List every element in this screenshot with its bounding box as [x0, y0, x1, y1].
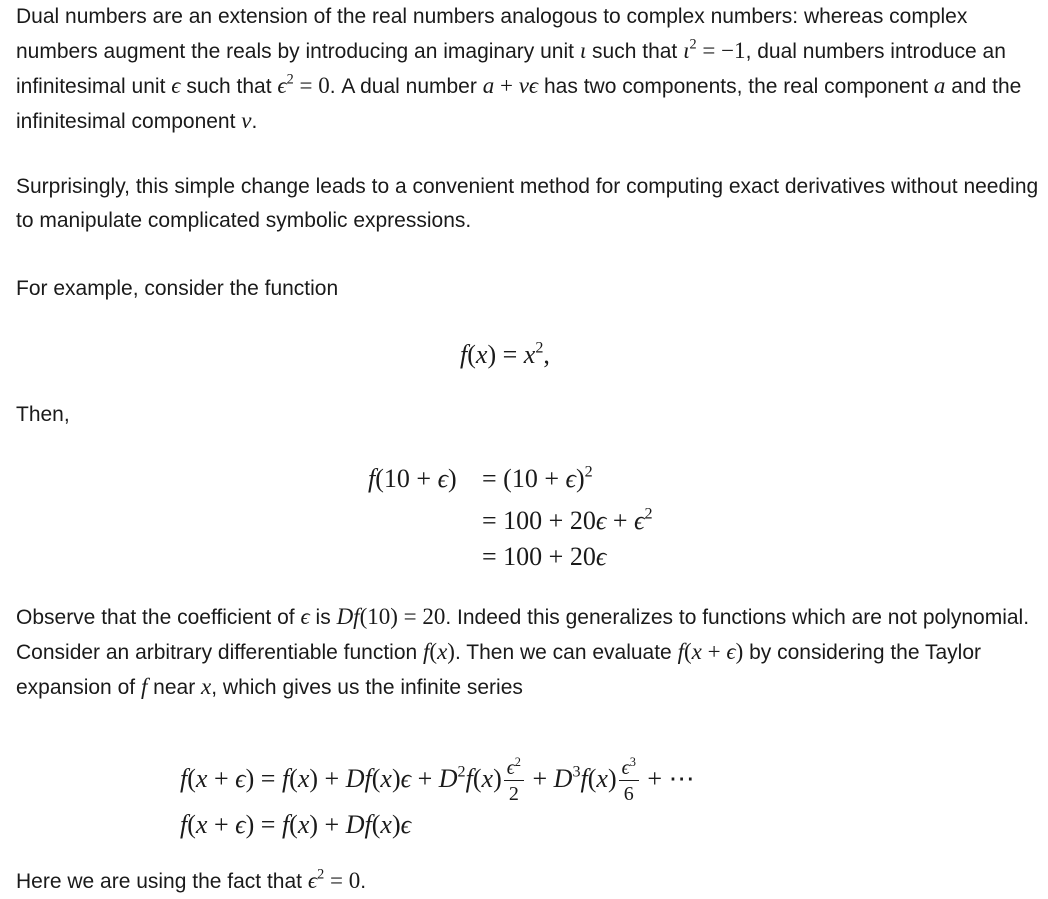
function-definition-equation: $f(x) = x^2$, [460, 339, 550, 369]
text: . A dual number [329, 75, 483, 98]
derivative-value: Df(10) = 20 [336, 604, 446, 629]
epsilon-squared-equation: $\epsilon^2 = 0$ [277, 71, 330, 98]
function-f-of-x-plus-epsilon: f(x + ϵ) [677, 639, 744, 664]
text: , dual numbers introduce an infinitesimal unit [16, 40, 1006, 98]
then-paragraph: Then, [16, 403, 70, 426]
expansion-line-1: f(10 + ϵ) [368, 464, 457, 493]
text: . Indeed this generalizes to functions which are not polynomial. Consider an arbitrary differentiable function [16, 606, 1030, 664]
expansion-line-1-rhs: = $(10 + \epsilon)^2$ [482, 463, 593, 493]
taylor-line-2: f(x + ϵ) = f(x) + Df(x)ϵ [180, 810, 412, 839]
variable-x-symbol: x [201, 674, 212, 699]
text: . [360, 870, 367, 893]
text: such that [180, 75, 278, 98]
text: , which gives us the infinite series [211, 676, 523, 699]
infinitesimal-component-symbol: v [241, 108, 252, 133]
expansion-line-3: = 100 + 20ϵ [482, 542, 607, 571]
epsilon-symbol: ϵ [300, 604, 310, 629]
function-f-symbol: f [140, 674, 148, 699]
dual-number-expression: a + vϵ [482, 73, 539, 98]
text: . Then we can evaluate [454, 641, 678, 664]
text: Dual numbers are an extension of the real numbers analogous to complex numbers: whereas complex numbers augment the reals by introducing an imaginary unit [16, 5, 968, 63]
intro-paragraph [16, 0, 1040, 139]
real-component-symbol: a [933, 73, 946, 98]
iota-symbol: ι [579, 38, 587, 63]
function-f-of-x: f(x) [423, 639, 455, 664]
epsilon-squared-equation: $\epsilon^2 = 0$ [307, 866, 361, 893]
expansion-line-2: = $100 + 20\epsilon + \epsilon^2$ [482, 505, 653, 535]
text: near [147, 676, 202, 699]
text: such that [586, 40, 684, 63]
text: Observe that the coefficient of [16, 606, 301, 629]
iota-squared-equation: $\iota^2 = -1$ [683, 36, 746, 63]
example-paragraph: For example, consider the function [16, 277, 339, 300]
observe-paragraph [16, 600, 1040, 705]
taylor-line-1: $f(x + \epsilon) = f(x) + Df(x)\epsilon + D^2f(x)$ $\frac{\epsilon^2}{2}$ + $D^3f(x)$ $\frac{\epsilon^3}{6}$ + ⋯ [180, 754, 695, 805]
surprisingly-paragraph: Surprisingly, this simple change leads to a convenient method for computing exact derivatives without needing to manipulate complicated symbolic expressions. [16, 175, 1039, 232]
text: has two components, the real component [538, 75, 934, 98]
text: and the infinitesimal component [16, 75, 1022, 133]
epsilon-symbol: ϵ [171, 73, 181, 98]
text: by considering the Taylor expansion of [16, 641, 982, 699]
text: is [309, 606, 337, 629]
text: . [251, 110, 258, 133]
text: Here we are using the fact that [16, 870, 308, 893]
fact-paragraph [16, 864, 1040, 899]
